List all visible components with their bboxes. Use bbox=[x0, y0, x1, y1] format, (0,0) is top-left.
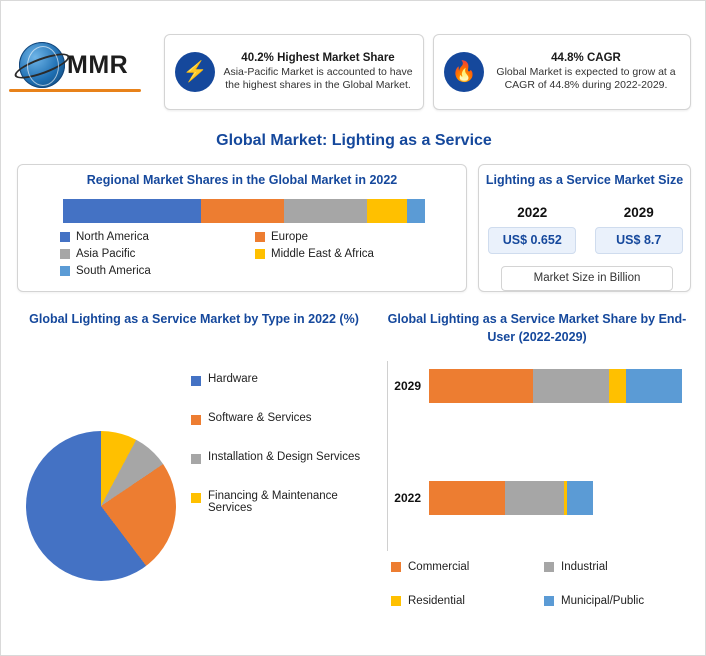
stat-card-market-share bbox=[164, 34, 424, 110]
legend-label: Middle East & Africa bbox=[271, 248, 374, 260]
legend-swatch-icon bbox=[391, 596, 401, 606]
legend-swatch-icon bbox=[60, 266, 70, 276]
year-value: US$ 8.7 bbox=[595, 227, 683, 254]
legend-item bbox=[60, 231, 245, 243]
stat-card-cagr bbox=[433, 34, 691, 110]
bar-segment-municipal bbox=[626, 369, 682, 403]
legend-item bbox=[544, 561, 691, 573]
legend-swatch-icon bbox=[191, 454, 201, 464]
stat-description: Global Market is expected to grow at a CAGR of 44.8% during 2022-2029. bbox=[496, 65, 676, 91]
bar-segment-commercial bbox=[429, 481, 505, 515]
pie-chart-legend bbox=[191, 373, 366, 540]
market-size-title: Lighting as a Service Market Size bbox=[485, 173, 684, 187]
legend-label: Financing & Maintenance Services bbox=[208, 490, 338, 514]
stat-description: Asia-Pacific Market is accounted to have the highest shares in the Global Market. bbox=[223, 65, 413, 91]
market-size-panel bbox=[478, 164, 691, 292]
legend-swatch-icon bbox=[255, 232, 265, 242]
stat-title: 44.8% CAGR bbox=[551, 51, 621, 64]
legend-item bbox=[255, 248, 440, 260]
legend-label: Industrial bbox=[561, 561, 608, 573]
logo-text: MMR bbox=[67, 50, 129, 79]
market-size-years bbox=[479, 205, 692, 254]
bar-segment-municipal bbox=[567, 481, 593, 515]
enduser-chart-legend bbox=[391, 561, 691, 607]
header bbox=[1, 1, 706, 119]
stat-title: 40.2% Highest Market Share bbox=[241, 51, 395, 64]
market-size-year-2022 bbox=[479, 205, 586, 254]
logo-underline bbox=[9, 89, 141, 92]
legend-item bbox=[255, 231, 440, 243]
pie-chart bbox=[26, 431, 181, 586]
regional-stacked-bar bbox=[63, 199, 425, 223]
legend-swatch-icon bbox=[191, 376, 201, 386]
globe-icon bbox=[19, 42, 65, 88]
legend-item bbox=[391, 561, 538, 573]
year-value: US$ 0.652 bbox=[488, 227, 576, 254]
legend-item bbox=[544, 595, 691, 607]
enduser-bar-2022 bbox=[379, 481, 593, 515]
enduser-chart-title: Global Lighting as a Service Market Share by End-User (2022-2029) bbox=[387, 312, 687, 344]
legend-item bbox=[191, 412, 366, 425]
flame-icon: 🔥 bbox=[444, 52, 484, 92]
legend-swatch-icon bbox=[544, 562, 554, 572]
legend-item bbox=[191, 490, 366, 514]
legend-label: Municipal/Public bbox=[561, 595, 645, 607]
enduser-chart bbox=[379, 361, 689, 551]
legend-label: Commercial bbox=[408, 561, 470, 573]
legend-swatch-icon bbox=[255, 249, 265, 259]
legend-label: Asia Pacific bbox=[76, 248, 136, 260]
bar-segment-residential bbox=[609, 369, 627, 403]
company-logo bbox=[19, 37, 159, 93]
regional-chart-title: Regional Market Shares in the Global Market in 2022 bbox=[86, 173, 398, 187]
legend-label: Installation & Design Services bbox=[208, 451, 361, 463]
year-label: 2022 bbox=[517, 205, 548, 220]
legend-label: Residential bbox=[408, 595, 465, 607]
market-size-note: Market Size in Billion bbox=[501, 266, 673, 291]
pie-slices bbox=[26, 431, 176, 581]
year-label: 2029 bbox=[623, 205, 654, 220]
enduser-bar-2029 bbox=[379, 369, 682, 403]
legend-swatch-icon bbox=[60, 232, 70, 242]
regional-segment-europe bbox=[201, 199, 284, 223]
lightning-bolt-icon: ⚡ bbox=[175, 52, 215, 92]
regional-segment-middle-east-africa bbox=[367, 199, 407, 223]
legend-item bbox=[391, 595, 538, 607]
legend-label: South America bbox=[76, 265, 151, 277]
regional-segment-north-america bbox=[63, 199, 201, 223]
legend-label: Europe bbox=[271, 231, 309, 243]
regional-legend bbox=[60, 231, 440, 277]
bar-year-label: 2022 bbox=[394, 491, 421, 505]
legend-swatch-icon bbox=[60, 249, 70, 259]
legend-item bbox=[191, 451, 366, 464]
legend-swatch-icon bbox=[191, 415, 201, 425]
page-title: Global Market: Lighting as a Service bbox=[216, 132, 492, 149]
bar-segment-industrial bbox=[505, 481, 564, 515]
regional-segment-south-america bbox=[407, 199, 425, 223]
legend-label: North America bbox=[76, 231, 149, 243]
legend-label: Hardware bbox=[208, 373, 258, 385]
legend-swatch-icon bbox=[191, 493, 201, 503]
legend-label: Software & Services bbox=[208, 412, 312, 424]
regional-segment-asia-pacific bbox=[284, 199, 367, 223]
pie-chart-title: Global Lighting as a Service Market by Type in 2022 (%) bbox=[29, 312, 359, 326]
legend-item bbox=[60, 248, 245, 260]
regional-shares-panel bbox=[17, 164, 467, 292]
legend-swatch-icon bbox=[544, 596, 554, 606]
bar-segment-commercial bbox=[429, 369, 533, 403]
bar-year-label: 2029 bbox=[394, 379, 421, 393]
market-size-year-2029 bbox=[586, 205, 693, 254]
legend-swatch-icon bbox=[391, 562, 401, 572]
legend-item bbox=[60, 265, 245, 277]
bar-segment-industrial bbox=[533, 369, 609, 403]
legend-item bbox=[191, 373, 366, 386]
